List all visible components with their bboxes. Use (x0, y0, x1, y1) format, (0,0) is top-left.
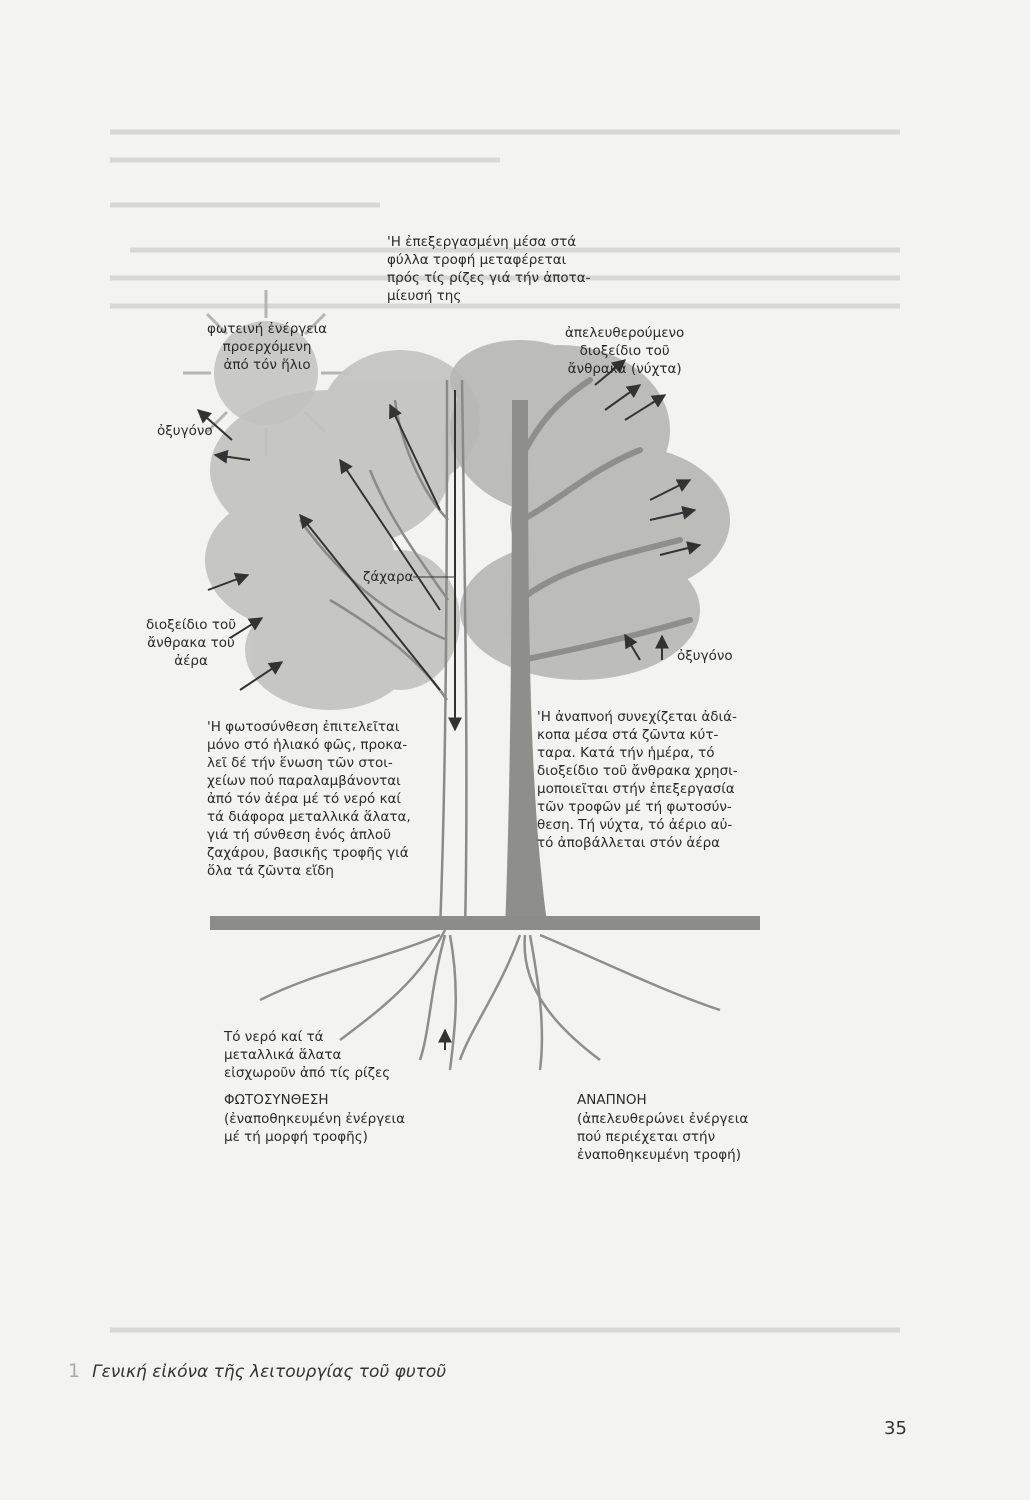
sugar-label: ζάχαρα (363, 569, 414, 585)
caption-number: 1 (68, 1360, 81, 1382)
respiration-subtitle: (ἀπελευθερώνει ἐνέργεια πού περιέχεται στήν ἐναποθηκευμένη τροφή) (577, 1111, 749, 1163)
page-number: 35 (884, 1418, 907, 1439)
water-salts-label: Τό νερό καί τά μεταλλικά ἅλατα εἰσχωροῦν ἀπό τίς ρίζες (224, 1029, 391, 1081)
respiration-description: 'Η ἀναπνοή συνεχίζεται ἀδιά- κοπα μέσα στά ζῶντα κύτ- ταρα. Κατά τήν ἡμέρα, τό διοξείδιο τοῦ ἄνθρακα χρησι- μοποιεῖται στήν ἐπεξεργασία τῶν τροφῶν μέ τή φωτοσύν- θεση. Τή νύχτα, τό ἀέριο αὐ- τό ἀποβάλλεται στόν ἀέρα (537, 709, 738, 851)
caption-text: Γενική εἰκόνα τῆς λειτουργίας τοῦ φυτοῦ (92, 1362, 447, 1382)
processed-food-label: 'Η ἐπεξεργασμένη μέσα στά φύλλα τροφή μεταφέρεται πρός τίς ρίζες γιά τήν ἀποτα- μίευσή της (387, 234, 591, 304)
photosynthesis-heading: ΦΩΤΟΣΥΝΘΕΣΗ (224, 1092, 329, 1108)
photosynthesis-description: 'Η φωτοσύνθεση ἐπιτελεῖται μόνο στό ἡλιακό φῶς, προκα- λεῖ δέ τήν ἕνωση τῶν στοι- χείων πού παραλαμβάνονται ἀπό τόν ἀέρα μέ τό νερό καί τά διάφορα μεταλλικά ἅλατα, γιά τή σύνθεση ἑνός ἁπλοῦ ζαχάρου, βασικῆς τροφῆς γιά ὅλα τά ζῶντα εἴδη (207, 719, 411, 879)
right-foliage (450, 340, 730, 680)
released-co2-label: ἀπελευθερούμενο διοξείδιο τοῦ ἄνθρακα (νύχτα) (565, 325, 685, 377)
oxygen-left-label: ὀξυγόνο (157, 423, 213, 439)
oxygen-right-label: ὀξυγόνο (677, 648, 733, 664)
respiration-heading: ΑΝΑΠΝΟΗ (577, 1092, 647, 1108)
figure-caption (68, 1360, 446, 1382)
photosynthesis-subtitle: (ἐναποθηκευμένη ἐνέργεια μέ τή μορφή τροφῆς) (224, 1111, 406, 1145)
co2-air-label: διοξείδιο τοῦ ἄνθρακα τοῦ ἀέρα (146, 617, 237, 669)
light-energy-label: φωτεινή ἐνέργεια προερχόμενη ἀπό τόν ἥλιο (207, 321, 328, 373)
ground-line (210, 916, 760, 930)
